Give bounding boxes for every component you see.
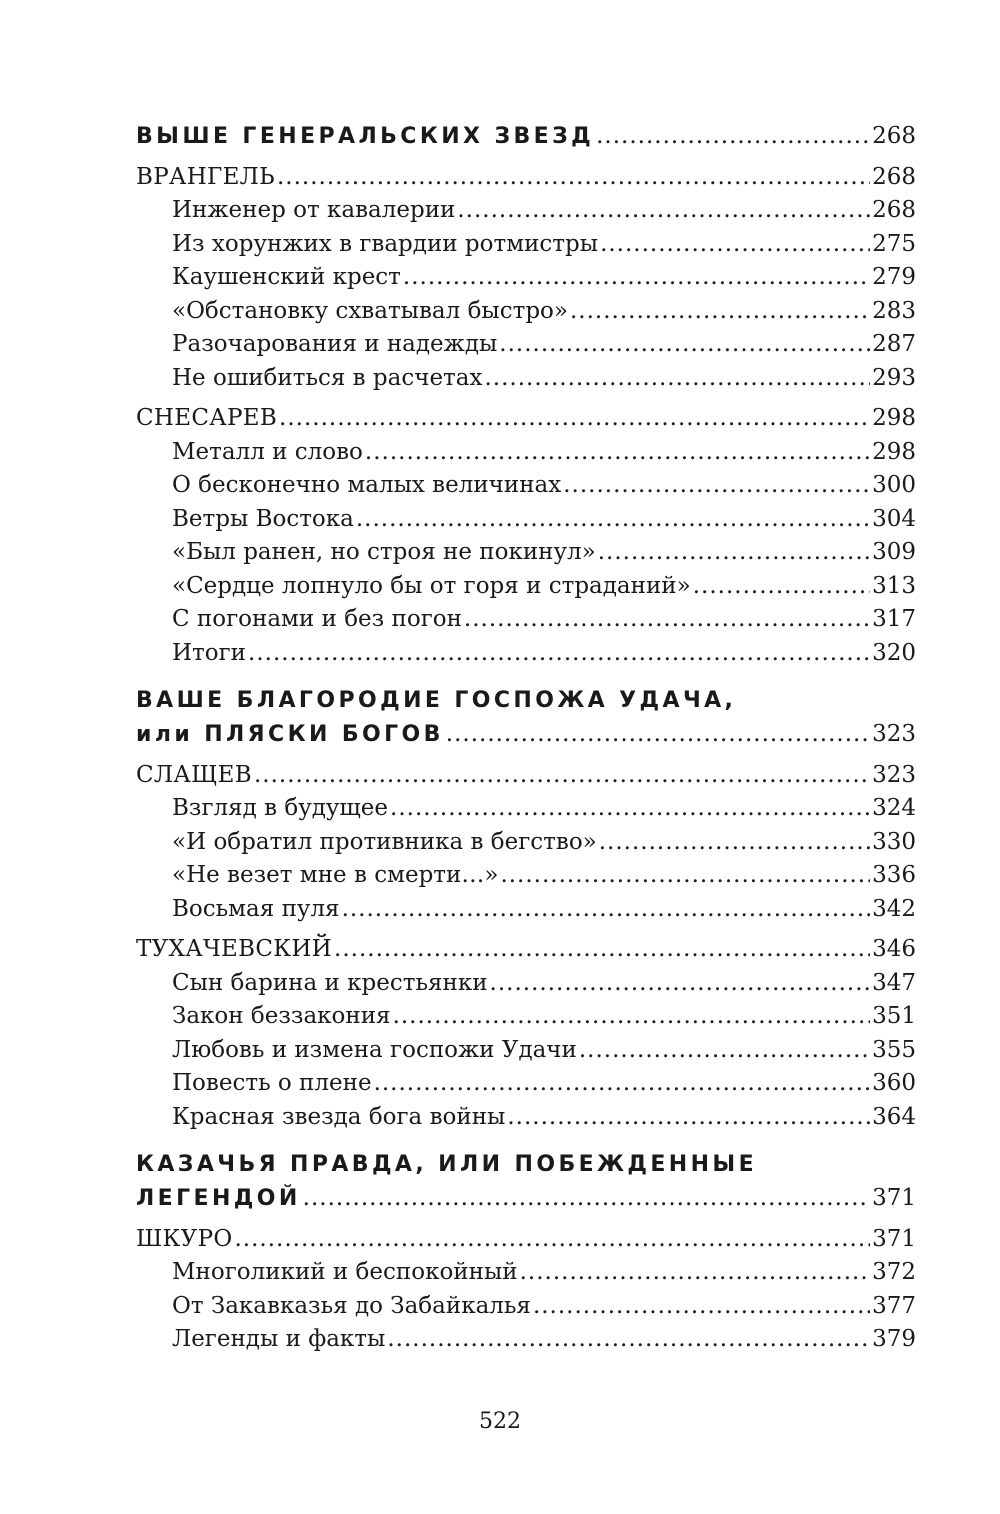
chapter-title: Инженер от кавалерии xyxy=(172,197,456,223)
dot-leader xyxy=(464,603,870,637)
chapter-row xyxy=(136,328,916,362)
chapter-page: 298 xyxy=(872,438,916,465)
toc-chapter xyxy=(136,1000,916,1034)
chapter-title: Взгляд в будущее xyxy=(172,795,389,821)
chapter-title: «И обратил противника в бегство» xyxy=(172,828,597,855)
dot-leader xyxy=(563,469,870,503)
part-title: ЛЕГЕНДОЙ xyxy=(136,1186,301,1211)
chapter-page: 364 xyxy=(872,1103,916,1130)
chapter-title: Повесть о плене xyxy=(172,1070,372,1096)
chapter-row xyxy=(136,1000,916,1034)
dot-leader xyxy=(254,759,870,793)
chapter-row xyxy=(136,536,916,570)
person-row xyxy=(136,1223,916,1257)
dot-leader xyxy=(277,161,870,195)
chapter-title: От Закавказья до Забайкалья xyxy=(172,1292,531,1319)
chapter-row xyxy=(136,826,916,860)
chapter-page: 313 xyxy=(872,572,916,599)
toc-chapter xyxy=(136,1256,916,1290)
person-row xyxy=(136,402,916,436)
dot-leader xyxy=(457,194,870,228)
chapter-row xyxy=(136,1323,916,1357)
chapter-title: Из хорунжих в гвардии ротмистры xyxy=(172,230,599,257)
dot-leader xyxy=(446,718,870,752)
dot-leader xyxy=(579,1034,870,1068)
dot-leader xyxy=(596,120,870,154)
dot-leader xyxy=(342,893,871,927)
chapter-page: 377 xyxy=(872,1292,916,1319)
dot-leader xyxy=(374,1067,871,1101)
dot-leader xyxy=(365,436,870,470)
toc-person xyxy=(136,402,916,436)
dot-leader xyxy=(334,933,870,967)
dot-leader xyxy=(499,328,870,362)
part-row xyxy=(136,120,916,154)
chapter-row xyxy=(136,1290,916,1324)
chapter-row xyxy=(136,859,916,893)
chapter-row xyxy=(136,1067,916,1101)
toc-person xyxy=(136,161,916,195)
chapter-title: Сын барина и крестьянки xyxy=(172,969,488,996)
chapter-row xyxy=(136,295,916,329)
chapter-page: 351 xyxy=(872,1003,916,1029)
toc-chapter xyxy=(136,967,916,1001)
person-title: ТУХАЧЕВСКИЙ xyxy=(136,936,333,962)
toc-chapter xyxy=(136,859,916,893)
toc-chapter xyxy=(136,826,916,860)
part-title: или ПЛЯСКИ БОГОВ xyxy=(136,722,444,747)
toc-part xyxy=(136,120,916,154)
chapter-row xyxy=(136,503,916,537)
dot-leader xyxy=(356,503,870,537)
toc-person xyxy=(136,759,916,793)
chapter-row xyxy=(136,792,916,826)
chapter-title: О бесконечно малых величинах xyxy=(172,472,562,498)
chapter-page: 324 xyxy=(872,795,916,821)
chapter-title: Ветры Востока xyxy=(172,505,354,532)
dot-leader xyxy=(490,967,871,1001)
chapter-row xyxy=(136,362,916,396)
toc-chapter xyxy=(136,261,916,295)
person-page: 298 xyxy=(872,405,916,431)
dot-leader xyxy=(500,859,870,893)
toc-chapter xyxy=(136,328,916,362)
person-title: СНЕСАРЕВ xyxy=(136,405,278,431)
chapter-title: Закон беззакония xyxy=(172,1003,391,1029)
chapter-row xyxy=(136,228,916,262)
toc-chapter xyxy=(136,570,916,604)
dot-leader xyxy=(600,228,870,262)
chapter-title: С погонами и без погон xyxy=(172,606,462,632)
dot-leader xyxy=(570,295,870,329)
part-title-line: КАЗАЧЬЯ ПРАВДА, ИЛИ ПОБЕЖДЕННЫЕ xyxy=(136,1152,758,1177)
chapter-row xyxy=(136,194,916,228)
person-page: 371 xyxy=(872,1225,916,1252)
chapter-page: 293 xyxy=(872,364,916,391)
part-row xyxy=(136,1182,916,1216)
dot-leader xyxy=(598,536,870,570)
chapter-row xyxy=(136,436,916,470)
toc-chapter xyxy=(136,436,916,470)
chapter-title: Восьмая пуля xyxy=(172,895,340,922)
chapter-title: Многоликий и беспокойный xyxy=(172,1259,518,1285)
chapter-page: 279 xyxy=(872,264,916,290)
person-row xyxy=(136,933,916,967)
chapter-title: Легенды и факты xyxy=(172,1326,386,1352)
toc-chapter xyxy=(136,362,916,396)
dot-leader xyxy=(484,362,870,396)
person-title: ШКУРО xyxy=(136,1225,233,1252)
dot-leader xyxy=(393,1000,871,1034)
chapter-row xyxy=(136,967,916,1001)
toc-person xyxy=(136,933,916,967)
chapter-title: Не ошибиться в расчетах xyxy=(172,364,483,391)
dot-leader xyxy=(390,792,870,826)
chapter-page: 275 xyxy=(872,230,916,257)
dot-leader xyxy=(235,1223,871,1257)
table-of-contents xyxy=(136,120,916,1357)
chapter-page: 283 xyxy=(872,297,916,324)
chapter-page: 330 xyxy=(872,828,916,855)
dot-leader xyxy=(303,1182,870,1216)
chapter-row xyxy=(136,1034,916,1068)
chapter-page: 347 xyxy=(872,969,916,996)
chapter-title: Металл и слово xyxy=(172,438,363,465)
toc-chapter xyxy=(136,469,916,503)
chapter-title: Разочарования и надежды xyxy=(172,331,498,357)
chapter-page: 268 xyxy=(872,197,916,223)
dot-leader xyxy=(520,1256,871,1290)
person-title: ВРАНГЕЛЬ xyxy=(136,163,275,190)
chapter-page: 304 xyxy=(872,505,916,532)
toc-person xyxy=(136,1223,916,1257)
chapter-row xyxy=(136,637,916,671)
part-title: ВЫШЕ ГЕНЕРАЛЬСКИХ ЗВЕЗД xyxy=(136,124,595,149)
toc-chapter xyxy=(136,893,916,927)
chapter-page: 317 xyxy=(872,606,916,632)
dot-leader xyxy=(599,826,870,860)
dot-leader xyxy=(279,402,870,436)
toc-chapter xyxy=(136,1323,916,1357)
part-title-line: ВАШЕ БЛАГОРОДИЕ ГОСПОЖА УДАЧА, xyxy=(136,688,737,713)
dot-leader xyxy=(507,1101,870,1135)
chapter-title: Каушенский крест xyxy=(172,264,401,290)
toc-chapter xyxy=(136,603,916,637)
chapter-title: «Сердце лопнуло бы от горя и страданий» xyxy=(172,572,691,599)
dot-leader xyxy=(387,1323,870,1357)
toc-chapter xyxy=(136,536,916,570)
chapter-row xyxy=(136,261,916,295)
toc-part xyxy=(136,1148,916,1216)
toc-chapter xyxy=(136,194,916,228)
dot-leader xyxy=(533,1290,870,1324)
chapter-page: 379 xyxy=(872,1326,916,1352)
chapter-row xyxy=(136,469,916,503)
person-row xyxy=(136,161,916,195)
chapter-title: Любовь и измена госпожи Удачи xyxy=(172,1036,577,1063)
chapter-page: 355 xyxy=(872,1036,916,1063)
chapter-page: 320 xyxy=(872,639,916,666)
chapter-title: «Не везет мне в смерти…» xyxy=(172,862,499,888)
toc-chapter xyxy=(136,503,916,537)
chapter-title: Красная звезда бога войны xyxy=(172,1103,506,1130)
part-page: 323 xyxy=(872,721,916,747)
chapter-page: 309 xyxy=(872,539,916,565)
person-title: СЛАЩЕВ xyxy=(136,761,252,788)
toc-chapter xyxy=(136,637,916,671)
toc-chapter xyxy=(136,1067,916,1101)
toc-chapter xyxy=(136,1101,916,1135)
toc-chapter xyxy=(136,1034,916,1068)
person-page: 323 xyxy=(872,761,916,788)
toc-part xyxy=(136,684,916,752)
chapter-title: «Был ранен, но строя не покинул» xyxy=(172,539,596,565)
chapter-title: Итоги xyxy=(172,639,247,666)
dot-leader xyxy=(248,637,870,671)
chapter-page: 300 xyxy=(872,472,916,498)
chapter-row xyxy=(136,603,916,637)
part-row xyxy=(136,718,916,752)
part-page: 268 xyxy=(872,123,916,149)
chapter-page: 360 xyxy=(872,1070,916,1096)
dot-leader xyxy=(403,261,870,295)
toc-chapter xyxy=(136,228,916,262)
toc-chapter xyxy=(136,792,916,826)
dot-leader xyxy=(693,570,870,604)
toc-chapter xyxy=(136,1290,916,1324)
chapter-page: 287 xyxy=(872,331,916,357)
person-row xyxy=(136,759,916,793)
chapter-row xyxy=(136,893,916,927)
person-page: 268 xyxy=(872,163,916,190)
chapter-row xyxy=(136,570,916,604)
part-page: 371 xyxy=(872,1185,916,1211)
chapter-page: 372 xyxy=(872,1259,916,1285)
chapter-title: «Обстановку схватывал быстро» xyxy=(172,297,568,324)
chapter-row xyxy=(136,1256,916,1290)
chapter-page: 336 xyxy=(872,862,916,888)
toc-chapter xyxy=(136,295,916,329)
person-page: 346 xyxy=(872,936,916,962)
page-number: 522 xyxy=(479,1409,521,1434)
chapter-page: 342 xyxy=(872,895,916,922)
chapter-row xyxy=(136,1101,916,1135)
